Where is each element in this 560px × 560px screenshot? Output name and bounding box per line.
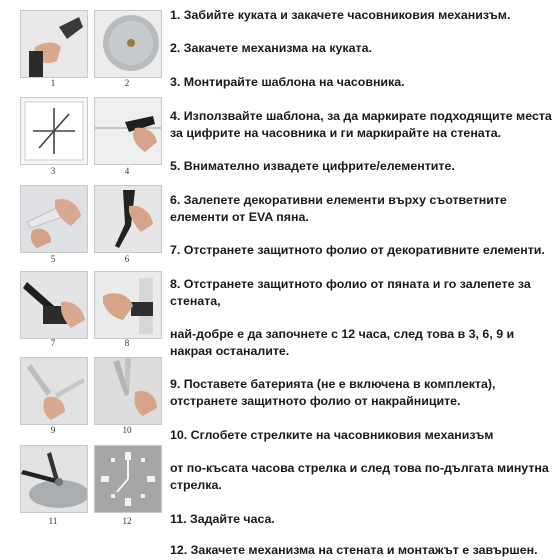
step-8-continued-text: най-добре е да започнете с 12 часа, след това в 3, 6, 9 и накрая останалите. [170, 327, 515, 358]
step-3-text: 3. Монтирайте шаблона на часовника. [170, 75, 405, 89]
step-5-text: 5. Внимателно извадете цифрите/елементите. [170, 159, 455, 173]
step-10-text: 10. Сглобете стрелките на часовниковия механизъм [170, 428, 494, 442]
step-photo-10 [94, 357, 162, 425]
step-photo-1 [20, 10, 88, 78]
step-2-text: 2. Закачете механизма на куката. [170, 41, 372, 55]
step-photo-12 [94, 445, 162, 513]
photo-label-10: 10 [122, 425, 132, 435]
photo-label-9: 9 [50, 425, 56, 435]
photo-label-12: 12 [122, 516, 132, 526]
step-photo-8 [94, 271, 162, 339]
photo-label-2: 2 [124, 78, 130, 88]
step-6-text: 6. Залепете декоративни елементи върху съответните елементи от EVA пяна. [170, 193, 507, 224]
step-10-continued-text: от по-късата часова стрелка и след това по-дългата минутна стрелка. [170, 461, 549, 492]
step-photo-2 [94, 10, 162, 78]
step-7-text: 7. Отстранете защитното фолио от декоративните елементи. [170, 243, 545, 257]
step-8-text: 8. Отстранете защитното фолио от пяната и го залепете за стената, [170, 277, 531, 308]
step-photo-6 [94, 185, 162, 253]
step-photo-11 [20, 445, 88, 513]
photo-label-6: 6 [124, 254, 130, 264]
photo-label-8: 8 [124, 338, 130, 348]
step-12-text: 12. Закачете механизма на стената и монтажът е завършен. [170, 543, 538, 557]
step-photo-4 [94, 97, 162, 165]
photo-label-1: 1 [50, 78, 56, 88]
step-9-text: 9. Поставете батерията (не е включена в комплекта), отстранете защитното фолио от накрайниците. [170, 377, 496, 408]
step-photo-3 [20, 97, 88, 165]
step-photo-7 [20, 271, 88, 339]
step-4-text: 4. Използвайте шаблона, за да маркирате подходящите места за цифрите на часовника и ги маркирайте на стената. [170, 109, 552, 140]
photo-label-7: 7 [50, 338, 56, 348]
step-1-text: 1. Забийте куката и закачете часовниковия механизъм. [170, 8, 511, 22]
step-11-text: 11. Задайте часа. [170, 512, 275, 526]
step-photo-5 [20, 185, 88, 253]
photo-label-5: 5 [50, 254, 56, 264]
photo-label-3: 3 [50, 166, 56, 176]
step-photo-9 [20, 357, 88, 425]
photo-label-4: 4 [124, 166, 130, 176]
photo-label-11: 11 [48, 516, 58, 526]
